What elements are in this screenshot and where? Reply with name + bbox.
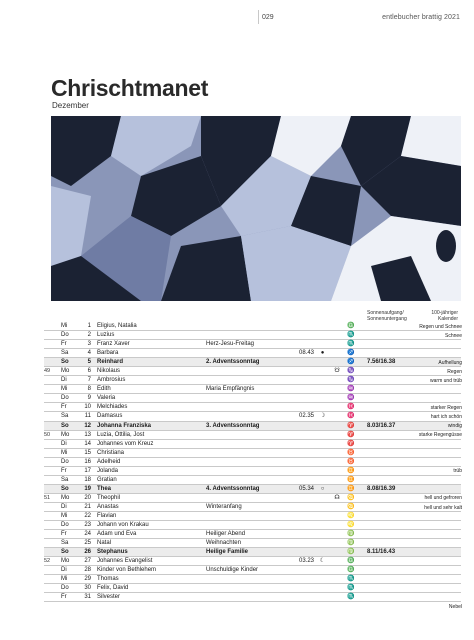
- publication-name: entlebucher brattig 2021: [382, 14, 460, 21]
- saint-name: Flavian: [97, 512, 117, 519]
- calendar-row: [44, 494, 461, 503]
- zodiac-icon: ♐: [347, 359, 355, 366]
- forecast-text: hell und gefroren: [424, 495, 462, 502]
- zodiac-icon: ♍: [347, 549, 355, 556]
- forecast-text: hell und sehr kalt: [424, 504, 462, 511]
- weekday: So: [61, 359, 69, 366]
- day-number: 8: [87, 386, 91, 393]
- zodiac-icon: ♏: [347, 576, 355, 583]
- calendar-row: [44, 593, 461, 602]
- zodiac-icon: ♉: [347, 449, 355, 456]
- weekday: So: [61, 485, 69, 492]
- calendar-row: [44, 449, 461, 458]
- day-number: 10: [84, 404, 91, 411]
- saint-name: Gratian: [97, 476, 117, 483]
- weekday: Mi: [61, 386, 68, 393]
- zodiac-icon: ♉: [347, 458, 355, 465]
- calendar-row: [44, 476, 461, 485]
- forecast-text: starker Regen: [430, 404, 462, 411]
- page-number: 029: [262, 14, 274, 21]
- saint-name: Stephanus: [97, 549, 128, 556]
- day-number: 20: [84, 494, 91, 501]
- moon-phase-icon: ○: [320, 485, 325, 492]
- weekday: Sa: [61, 350, 69, 357]
- zodiac-icon: ♈: [347, 431, 355, 438]
- weekday: So: [61, 549, 69, 556]
- weekday: Mi: [61, 323, 68, 329]
- weekday: Do: [61, 522, 69, 529]
- week-number: 50: [44, 431, 51, 438]
- calendar-row: [44, 539, 461, 548]
- day-number: 4: [87, 350, 91, 357]
- event-name: 4. Adventssonntag: [206, 485, 260, 492]
- saint-name: Luzius: [97, 332, 115, 339]
- day-number: 22: [84, 512, 91, 519]
- zodiac-icon: ♈: [347, 440, 355, 447]
- week-number: 51: [44, 494, 51, 501]
- calendar-row: [44, 349, 461, 358]
- day-number: 21: [84, 503, 91, 510]
- week-number: 49: [44, 368, 51, 375]
- calendar-row: [44, 367, 461, 376]
- day-number: 18: [84, 476, 91, 483]
- saint-name: Damasus: [97, 413, 123, 420]
- day-number: 24: [84, 531, 91, 538]
- saint-name: Johannes vom Kreuz: [97, 440, 154, 447]
- calendar-row: [44, 394, 461, 403]
- saint-name: Valeria: [97, 395, 116, 402]
- week-number: 52: [44, 558, 51, 565]
- sun-times: 8.11/16.43: [367, 549, 396, 556]
- zodiac-icon: ♏: [347, 585, 355, 592]
- day-number: 13: [84, 431, 91, 438]
- day-number: 25: [84, 540, 91, 547]
- zodiac-icon: ♍: [347, 531, 355, 538]
- zodiac-icon: ♒: [347, 386, 355, 393]
- zodiac-icon: ♊: [347, 476, 355, 483]
- event-name: Winteranfang: [206, 503, 242, 510]
- forecast-text: windig: [447, 423, 462, 430]
- forecast-text: warm und trüb: [430, 377, 462, 384]
- zodiac-icon: ♌: [347, 522, 355, 529]
- saint-name: Theophil: [97, 494, 121, 501]
- day-number: 5: [87, 359, 91, 366]
- sun-times: 8.03/16.37: [367, 422, 396, 429]
- weekday: Fr: [61, 531, 67, 538]
- saint-name: Johannes Evangelist: [97, 558, 153, 565]
- zodiac-icon: ♑: [347, 368, 355, 375]
- weekday: Fr: [61, 404, 67, 411]
- calendar-table: [44, 322, 461, 602]
- day-number: 7: [87, 377, 91, 384]
- day-number: 30: [84, 585, 91, 592]
- saint-name: Franz Xaver: [97, 341, 130, 348]
- zodiac-icon: ♈: [347, 422, 355, 429]
- day-number: 17: [84, 467, 91, 474]
- moon-phase-icon: ●: [320, 350, 325, 357]
- day-number: 12: [84, 422, 91, 429]
- day-number: 11: [84, 413, 91, 420]
- saint-name: Adelheid: [97, 458, 121, 465]
- weekday: Do: [61, 332, 69, 339]
- calendar-row: [44, 385, 461, 394]
- saint-name: Anastas: [97, 503, 119, 510]
- day-number: 27: [84, 558, 91, 565]
- abstract-artwork: [51, 116, 461, 301]
- artwork-illustration: [51, 116, 461, 301]
- sunrise-sunset-header: Sonnenaufgang/ Sonnenuntergang: [367, 310, 407, 322]
- saint-name: Thea: [97, 485, 112, 492]
- weekday: Mo: [61, 368, 70, 375]
- calendar-row: [44, 485, 461, 494]
- sun-times: 8.08/16.39: [367, 485, 396, 492]
- calendar-row: [44, 575, 461, 584]
- zodiac-icon: ♊: [347, 485, 355, 492]
- calendar-row: [44, 530, 461, 539]
- saint-name: Jolanda: [97, 467, 119, 474]
- saint-name: Christiana: [97, 449, 125, 456]
- moon-time: 08.43: [298, 350, 314, 357]
- calendar-row: [44, 431, 461, 440]
- node-icon: ☊: [334, 494, 340, 501]
- saint-name: Felix, David: [97, 585, 129, 592]
- calendar-row: [44, 521, 461, 530]
- forecast-text: hart ich schön: [430, 414, 462, 420]
- calendar-row: [44, 358, 461, 367]
- event-name: Herz-Jesu-Freitag: [206, 341, 255, 348]
- saint-name: Natal: [97, 540, 112, 547]
- zodiac-icon: ♋: [347, 503, 355, 510]
- saint-name: Silvester: [97, 594, 121, 601]
- day-number: 2: [87, 332, 91, 339]
- moon-phase-icon: ☾: [319, 558, 326, 565]
- forecast-text: starke Regengüsse: [418, 432, 462, 439]
- header-divider: [258, 10, 259, 24]
- zodiac-icon: ♋: [347, 494, 355, 501]
- zodiac-icon: ♓: [347, 404, 355, 411]
- calendar-row: [44, 548, 461, 557]
- event-name: Weihnachten: [206, 540, 241, 547]
- saint-name: Thomas: [97, 576, 119, 583]
- event-name: Heiliger Abend: [206, 531, 246, 538]
- calendar-row: [44, 512, 461, 521]
- weekday: Mo: [61, 431, 70, 438]
- day-number: 14: [84, 440, 91, 447]
- weekday: Sa: [61, 540, 69, 547]
- month-subtitle: Dezember: [52, 101, 89, 110]
- day-number: 16: [84, 458, 91, 465]
- calendar-row: [44, 340, 461, 349]
- zodiac-icon: ♎: [347, 323, 355, 329]
- month-title: Chrischtmanet: [51, 75, 209, 101]
- zodiac-icon: ♓: [347, 413, 355, 420]
- forecast-text: Nebel: [448, 604, 462, 611]
- forecast-text: Regen: [447, 368, 462, 375]
- day-number: 29: [84, 576, 91, 583]
- saint-name: Eligius, Natalia: [97, 323, 137, 329]
- zodiac-icon: ♍: [347, 540, 355, 547]
- forecast-text: Schnee: [445, 332, 462, 339]
- node-icon: ☋: [334, 368, 340, 375]
- event-name: Maria Empfängnis: [206, 386, 255, 393]
- saint-name: Barbara: [97, 350, 119, 357]
- calendar-row: [44, 440, 461, 449]
- weekday: Fr: [61, 467, 67, 474]
- calendar-row: [44, 376, 461, 385]
- calendar-row: [44, 584, 461, 593]
- weekday: Di: [61, 503, 67, 510]
- forecast-text: Regen und Schnee: [419, 323, 462, 330]
- zodiac-icon: ♏: [347, 341, 355, 348]
- weekday: Fr: [61, 594, 67, 601]
- saint-name: Edith: [97, 386, 111, 393]
- day-number: 28: [84, 567, 91, 574]
- zodiac-icon: ♒: [347, 395, 355, 402]
- event-name: 3. Adventssonntag: [206, 422, 260, 429]
- saint-name: Melchiades: [97, 404, 128, 411]
- weekday: Mi: [61, 449, 68, 456]
- saint-name: Kinder von Bethlehem: [97, 567, 157, 574]
- weekday: Mo: [61, 558, 70, 565]
- day-number: 3: [87, 341, 91, 348]
- forecast-text: trüb: [453, 468, 462, 475]
- day-number: 9: [87, 395, 91, 402]
- weekday: Fr: [61, 341, 67, 348]
- zodiac-icon: ♏: [347, 594, 355, 601]
- calendar-row: [44, 458, 461, 467]
- day-number: 1: [87, 323, 91, 329]
- calendar-row: [44, 331, 461, 340]
- weekday: Di: [61, 567, 67, 574]
- day-number: 15: [84, 449, 91, 456]
- event-name: Unschuldige Kinder: [206, 567, 259, 574]
- weekday: So: [61, 422, 69, 429]
- weekday: Mo: [61, 494, 70, 501]
- saint-name: Nikolaus: [97, 368, 121, 375]
- day-number: 6: [87, 368, 91, 375]
- calendar-row: [44, 422, 461, 431]
- zodiac-icon: ♐: [347, 350, 355, 357]
- weekday: Do: [61, 395, 69, 402]
- weekday: Mi: [61, 576, 68, 583]
- event-name: Heilige Familie: [206, 549, 249, 556]
- calendar-row: [44, 412, 461, 421]
- weekday: Sa: [61, 476, 69, 483]
- zodiac-icon: ♑: [347, 377, 355, 384]
- saint-name: Reinhard: [97, 359, 124, 366]
- weekday: Sa: [61, 413, 69, 420]
- forecast-text: Aufhellung: [438, 359, 462, 366]
- zodiac-icon: ♏: [347, 332, 355, 339]
- day-number: 31: [84, 594, 91, 601]
- zodiac-icon: ♎: [347, 558, 355, 565]
- calendar-row: [44, 557, 461, 566]
- saint-name: Adam und Eva: [97, 531, 137, 538]
- moon-phase-icon: ☽: [319, 413, 326, 420]
- calendar-row: [44, 467, 461, 476]
- moon-time: 05.34: [298, 485, 314, 492]
- calendar-row: [44, 322, 461, 331]
- calendar-row: [44, 566, 461, 575]
- weekday: Di: [61, 440, 67, 447]
- zodiac-icon: ♊: [347, 467, 355, 474]
- weekday: Do: [61, 585, 69, 592]
- event-name: 2. Adventssonntag: [206, 359, 260, 366]
- saint-name: Ambrosius: [97, 377, 126, 384]
- zodiac-icon: ♌: [347, 512, 355, 519]
- zodiac-icon: ♎: [347, 567, 355, 574]
- moon-time: 03.23: [298, 558, 314, 565]
- weekday: Mi: [61, 512, 68, 519]
- saint-name: Luzia, Ottilia, Jost: [97, 431, 145, 438]
- weekday: Do: [61, 458, 69, 465]
- sun-times: 7.56/16.38: [367, 359, 396, 366]
- day-number: 26: [84, 549, 91, 556]
- saint-name: Johanna Franziska: [97, 422, 152, 429]
- calendar-row: [44, 403, 461, 412]
- day-number: 23: [84, 522, 91, 529]
- saint-name: Johann von Krakau: [97, 522, 149, 529]
- calendar-row: [44, 503, 461, 512]
- day-number: 19: [84, 485, 91, 492]
- weekday: Di: [61, 377, 67, 384]
- moon-time: 02.35: [298, 413, 314, 420]
- hundred-year-calendar-header: 100-jähriger Kalender: [431, 310, 458, 322]
